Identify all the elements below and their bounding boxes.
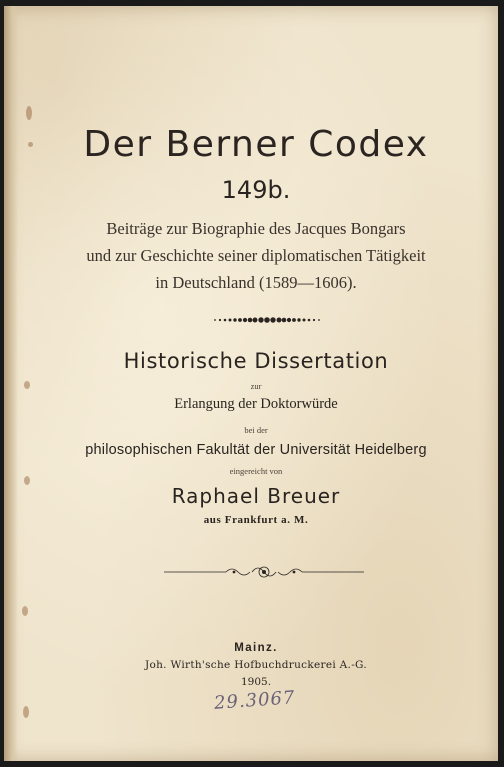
dissertation-heading: Historische Dissertation (123, 349, 389, 373)
stain (24, 476, 30, 485)
bei-der-text: bei der (244, 425, 268, 435)
erlangung-text: Erlangung der Doktorwürde (174, 396, 338, 412)
author-name: Raphael Breuer (171, 484, 341, 508)
faculty-text: philosophischen Fakultät der Universität Heidelberg (85, 442, 427, 458)
subtitle-line-1: Beiträge zur Biographie des Jacques Bongars (106, 219, 406, 238)
binding-gutter (4, 6, 18, 761)
zur-text: zur (250, 381, 262, 391)
subtitle-line-3: in Deutschland (1589—1606). (155, 273, 357, 292)
stain (24, 381, 30, 389)
book-title: Der Berner Codex (83, 124, 429, 165)
floral-ornament (164, 562, 364, 582)
document-page (4, 6, 498, 761)
handwritten-shelf-mark: 29.3067 (213, 687, 297, 714)
stain (22, 606, 28, 616)
codex-number: 149b. (221, 176, 291, 204)
author-origin: aus Frankfurt a. M. (203, 514, 309, 526)
stain (23, 706, 29, 718)
printer-name: Joh. Wirth'sche Hofbuchdruckerei A.-G. (144, 659, 367, 671)
stain (26, 106, 32, 120)
print-place: Mainz. (234, 642, 278, 654)
stain (28, 142, 33, 147)
subtitle-line-2: und zur Geschichte seiner diplomatischen Tätigkeit (86, 246, 426, 265)
print-year: 1905. (240, 676, 272, 688)
eingereicht-text: eingereicht von (229, 466, 283, 476)
dotted-rule-ornament (212, 316, 322, 324)
